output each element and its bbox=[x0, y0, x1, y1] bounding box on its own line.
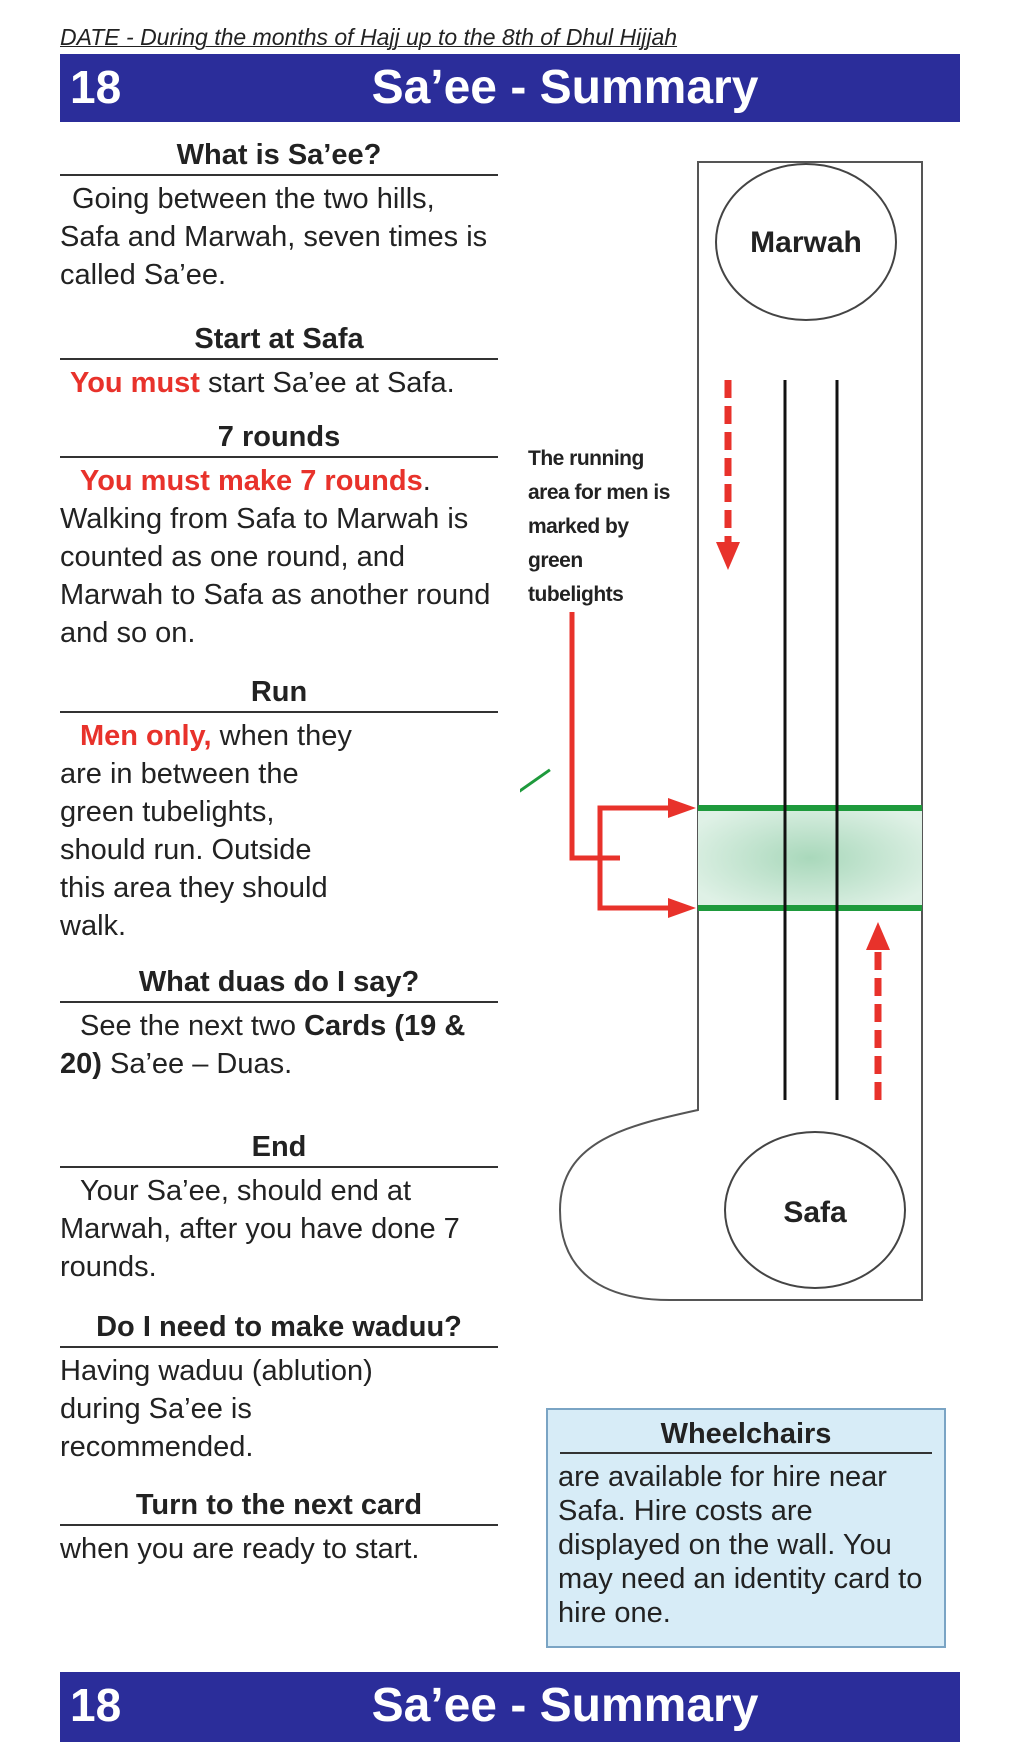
card-number: 18 bbox=[70, 1679, 122, 1731]
date-line: DATE - During the months of Hajj up to the 8th of Dhul Hijjah bbox=[60, 24, 678, 50]
section-body bbox=[60, 364, 498, 402]
section-waduu bbox=[60, 1310, 498, 1466]
running-area bbox=[698, 808, 922, 908]
section-heading: End bbox=[60, 1130, 498, 1168]
marwah-label: Marwah bbox=[750, 226, 862, 259]
section-duas bbox=[60, 965, 498, 1083]
section-heading: 7 rounds bbox=[60, 420, 498, 458]
section-body: Going between the two hills, Safa and Marwah, seven times is called Sa’ee. bbox=[60, 183, 488, 291]
section-run bbox=[60, 675, 498, 945]
section-body: Having waduu (ablution) during Sa’ee is recommended. bbox=[60, 1355, 373, 1463]
section-heading: Do I need to make waduu? bbox=[60, 1310, 498, 1348]
safa-label: Safa bbox=[783, 1196, 847, 1229]
pointer-branch-bottom bbox=[600, 858, 670, 908]
emphasis-text: You must make 7 rounds bbox=[80, 465, 423, 497]
saee-diagram bbox=[520, 150, 940, 1320]
body-text: start Sa’ee at Safa. bbox=[199, 367, 455, 399]
section-heading: What duas do I say? bbox=[60, 965, 498, 1003]
section-body bbox=[60, 462, 498, 652]
section-start bbox=[60, 322, 498, 402]
header-banner bbox=[60, 54, 960, 122]
card-title: Sa’ee - Summary bbox=[371, 61, 759, 114]
pointer-line bbox=[572, 612, 620, 858]
walkway-outline bbox=[560, 162, 922, 1300]
body-text: Sa’ee – Duas. bbox=[101, 1048, 293, 1080]
section-heading: Run bbox=[60, 675, 498, 713]
body-text: . Walking from Safa to Marwah is counted as one round, and Marwah to Safa as another round and so on. bbox=[60, 465, 491, 649]
pointer-branch-top bbox=[600, 808, 670, 858]
section-rounds bbox=[60, 420, 498, 652]
wheelchairs-body: are available for hire near Safa. Hire costs are displayed on the wall. You may need an identity card to hire one. bbox=[558, 1461, 923, 1629]
section-body: when you are ready to start. bbox=[60, 1533, 420, 1565]
section-end bbox=[60, 1130, 498, 1286]
section-next-card bbox=[60, 1488, 498, 1568]
section-body bbox=[60, 717, 360, 945]
section-heading: Start at Safa bbox=[60, 322, 498, 360]
emphasis-text: Men only, bbox=[80, 720, 212, 752]
emphasis-text: You must bbox=[70, 367, 200, 399]
section-what-is bbox=[60, 138, 498, 294]
wheelchairs-heading: Wheelchairs bbox=[560, 1416, 932, 1454]
section-heading: Turn to the next card bbox=[60, 1488, 498, 1526]
card-number: 18 bbox=[70, 61, 122, 113]
body-text: when they are in between the green tubelights, should run. Outside this area they should walk. bbox=[60, 720, 352, 942]
wheelchairs-box bbox=[546, 1408, 946, 1648]
tubelight-lamp-icon bbox=[520, 694, 554, 850]
cards-reference: Cards (19 & 20) bbox=[60, 1010, 466, 1080]
arrow-head-right-icon bbox=[668, 798, 696, 818]
card-title: Sa’ee - Summary bbox=[371, 1679, 759, 1732]
section-body bbox=[60, 1007, 498, 1083]
arrow-head-right-icon bbox=[668, 898, 696, 918]
section-body: Your Sa’ee, should end at Marwah, after you have done 7 rounds. bbox=[60, 1175, 460, 1283]
running-area-note: The running area for men is marked by green tubelights bbox=[528, 447, 670, 606]
footer-banner bbox=[60, 1672, 960, 1742]
body-text: See the next two bbox=[80, 1010, 305, 1042]
section-heading: What is Sa’ee? bbox=[60, 138, 498, 176]
